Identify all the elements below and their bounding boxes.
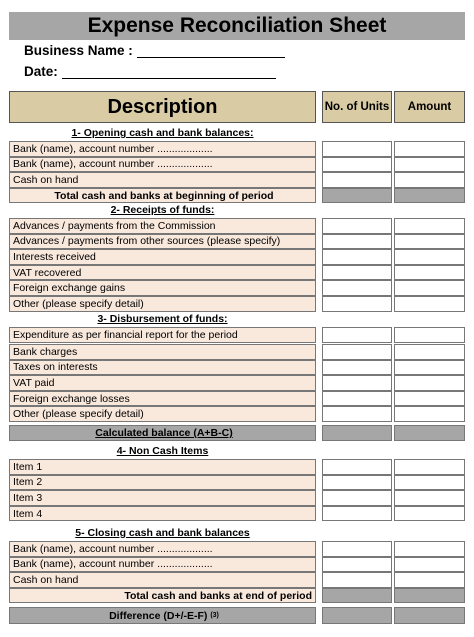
business-name-field[interactable] — [137, 44, 285, 58]
units-cell[interactable] — [322, 280, 392, 296]
section-4-title: 4- Non Cash Items — [116, 445, 209, 457]
units-cell — [322, 607, 392, 624]
units-cell[interactable] — [322, 249, 392, 265]
row-label: Foreign exchange losses — [9, 391, 316, 407]
row-label: VAT paid — [9, 375, 316, 391]
business-name-label: Business Name : — [24, 43, 133, 58]
amount-cell[interactable] — [394, 425, 465, 441]
total-row — [0, 188, 474, 204]
amount-cell[interactable] — [394, 490, 465, 506]
table-row — [0, 375, 474, 391]
table-row — [0, 344, 474, 360]
date-row — [24, 64, 276, 79]
total-label: Total cash and banks at end of period — [9, 588, 316, 604]
units-cell[interactable] — [322, 360, 392, 376]
amount-cell[interactable] — [394, 249, 465, 265]
row-label: Foreign exchange gains — [9, 280, 316, 296]
row-label: Advances / payments from other sources (please specify) — [9, 234, 316, 250]
amount-cell[interactable] — [394, 459, 465, 475]
calculated-balance-row — [0, 425, 474, 441]
units-cell[interactable] — [322, 490, 392, 506]
units-cell[interactable] — [322, 172, 392, 188]
table-row — [0, 265, 474, 281]
row-label: Bank (name), account number ................... — [9, 557, 316, 573]
table-row — [0, 490, 474, 506]
sheet-title: Expense Reconciliation Sheet — [9, 12, 465, 40]
amount-cell[interactable] — [394, 475, 465, 491]
table-row — [0, 572, 474, 588]
row-label: Cash on hand — [9, 172, 316, 188]
amount-cell[interactable] — [394, 327, 465, 343]
amount-cell[interactable] — [394, 391, 465, 407]
row-label: Bank (name), account number ................... — [9, 141, 316, 157]
row-label: Item 2 — [9, 475, 316, 491]
amount-cell[interactable] — [394, 506, 465, 522]
table-row — [0, 234, 474, 250]
table-row — [0, 541, 474, 557]
amount-cell[interactable] — [394, 541, 465, 557]
row-label: Bank charges — [9, 344, 316, 360]
units-cell[interactable] — [322, 157, 392, 173]
row-label: Other (please specify detail) — [9, 296, 316, 312]
date-field[interactable] — [62, 65, 276, 79]
amount-cell[interactable] — [394, 406, 465, 422]
units-cell[interactable] — [322, 572, 392, 588]
table-row — [0, 459, 474, 475]
amount-cell[interactable] — [394, 234, 465, 250]
section-2-title: 2- Receipts of funds: — [110, 204, 215, 216]
row-label: Item 1 — [9, 459, 316, 475]
row-label: Item 4 — [9, 506, 316, 522]
date-label: Date: — [24, 64, 58, 79]
amount-cell[interactable] — [394, 344, 465, 360]
difference-text: Difference (D+/-E-F) — [109, 609, 208, 622]
table-row — [0, 327, 474, 343]
row-label: Bank (name), account number ................... — [9, 541, 316, 557]
section-1-title: 1- Opening cash and bank balances: — [71, 127, 254, 139]
table-row — [0, 296, 474, 312]
row-label: Item 3 — [9, 490, 316, 506]
units-cell[interactable] — [322, 391, 392, 407]
row-label: Interests received — [9, 249, 316, 265]
amount-cell[interactable] — [394, 172, 465, 188]
table-row — [0, 391, 474, 407]
table-row — [0, 406, 474, 422]
calculated-balance-label: Calculated balance (A+B-C) — [9, 425, 316, 441]
difference-footnote: (3) — [210, 612, 219, 619]
units-cell — [322, 588, 392, 604]
section-3-title: 3- Disbursement of funds: — [97, 313, 228, 325]
row-label: Advances / payments from the Commission — [9, 218, 316, 234]
units-cell[interactable] — [322, 296, 392, 312]
table-row — [0, 249, 474, 265]
units-cell[interactable] — [322, 265, 392, 281]
row-label: VAT recovered — [9, 265, 316, 281]
units-cell[interactable] — [322, 541, 392, 557]
table-row — [0, 172, 474, 188]
difference-row — [0, 607, 474, 624]
table-row — [0, 280, 474, 296]
table-row — [0, 141, 474, 157]
units-cell[interactable] — [322, 344, 392, 360]
amount-cell[interactable] — [394, 296, 465, 312]
units-cell[interactable] — [322, 557, 392, 573]
units-cell[interactable] — [322, 406, 392, 422]
amount-cell[interactable] — [394, 375, 465, 391]
row-label: Taxes on interests — [9, 360, 316, 376]
difference-label — [9, 607, 316, 624]
amount-cell[interactable] — [394, 588, 465, 604]
header-description: Description — [9, 91, 316, 123]
header-units: No. of Units — [322, 91, 392, 123]
row-label: Bank (name), account number ................... — [9, 157, 316, 173]
units-cell[interactable] — [322, 234, 392, 250]
row-label: Other (please specify detail) — [9, 406, 316, 422]
amount-cell[interactable] — [394, 141, 465, 157]
table-row — [0, 157, 474, 173]
units-cell[interactable] — [322, 375, 392, 391]
amount-cell[interactable] — [394, 265, 465, 281]
units-cell[interactable] — [322, 475, 392, 491]
amount-cell[interactable] — [394, 557, 465, 573]
business-name-row — [24, 43, 285, 58]
header-amount: Amount — [394, 91, 465, 123]
section-5-title: 5- Closing cash and bank balances — [75, 527, 250, 539]
units-cell — [322, 188, 392, 204]
total-row — [0, 588, 474, 604]
table-row — [0, 218, 474, 234]
row-label: Expenditure as per financial report for the period — [9, 327, 316, 343]
amount-cell[interactable] — [394, 188, 465, 204]
units-cell[interactable] — [322, 459, 392, 475]
units-cell[interactable] — [322, 506, 392, 522]
table-row — [0, 360, 474, 376]
units-cell[interactable] — [322, 218, 392, 234]
table-row — [0, 475, 474, 491]
amount-cell[interactable] — [394, 572, 465, 588]
amount-cell[interactable] — [394, 218, 465, 234]
total-label: Total cash and banks at beginning of period — [9, 188, 316, 204]
amount-cell[interactable] — [394, 607, 465, 624]
table-row — [0, 557, 474, 573]
units-cell — [322, 425, 392, 441]
units-cell[interactable] — [322, 141, 392, 157]
amount-cell[interactable] — [394, 280, 465, 296]
amount-cell[interactable] — [394, 157, 465, 173]
amount-cell[interactable] — [394, 360, 465, 376]
table-row — [0, 506, 474, 522]
row-label: Cash on hand — [9, 572, 316, 588]
units-cell[interactable] — [322, 327, 392, 343]
